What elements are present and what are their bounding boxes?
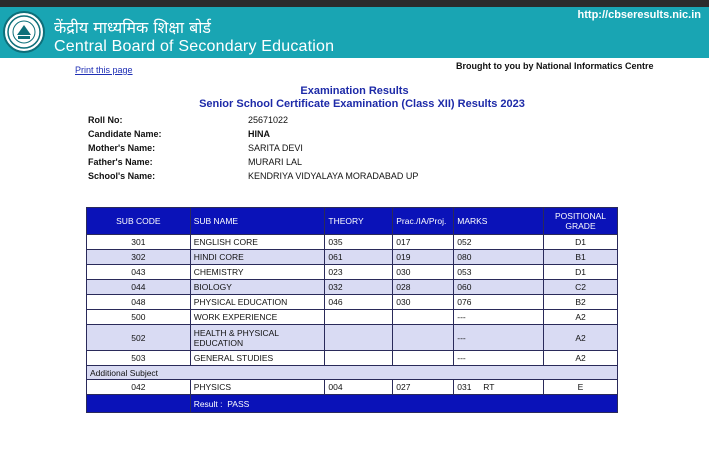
sub-code: 500 bbox=[87, 310, 191, 325]
subject-row bbox=[87, 250, 618, 265]
subject-row bbox=[87, 235, 618, 250]
sub-name: GENERAL STUDIES bbox=[190, 351, 325, 366]
positional-grade: D1 bbox=[544, 235, 618, 250]
header-marks: MARKS bbox=[454, 208, 544, 235]
additional-row bbox=[87, 380, 618, 395]
positional-grade: A2 bbox=[544, 325, 618, 351]
positional-grade: A2 bbox=[544, 351, 618, 366]
header-english-title: Central Board of Secondary Education bbox=[54, 38, 335, 55]
father-name-row bbox=[88, 155, 508, 169]
theory-marks: 061 bbox=[325, 250, 393, 265]
sub-name: BIOLOGY bbox=[190, 280, 325, 295]
total-marks: 031 bbox=[457, 382, 472, 392]
cbse-logo-icon bbox=[3, 11, 45, 53]
total-marks: 053 bbox=[454, 265, 544, 280]
total-marks: 080 bbox=[454, 250, 544, 265]
school-name-value: KENDRIYA VIDYALAYA MORADABAD UP bbox=[248, 171, 419, 181]
result-cell bbox=[190, 395, 617, 413]
site-header bbox=[0, 7, 709, 58]
candidate-name-value: HINA bbox=[248, 129, 270, 139]
result-value: PASS bbox=[227, 398, 250, 409]
total-marks: 076 bbox=[454, 295, 544, 310]
school-name-label: School's Name: bbox=[88, 171, 156, 181]
marks-remark: RT bbox=[483, 382, 495, 392]
positional-grade: B2 bbox=[544, 295, 618, 310]
subject-row bbox=[87, 351, 618, 366]
prac-marks bbox=[393, 351, 454, 366]
header-theory: THEORY bbox=[325, 208, 393, 235]
sub-code: 301 bbox=[87, 235, 191, 250]
prac-marks bbox=[393, 325, 454, 351]
prac-marks: 030 bbox=[393, 265, 454, 280]
theory-marks: 035 bbox=[325, 235, 393, 250]
header-sub-code: SUB CODE bbox=[87, 208, 191, 235]
exam-title: Senior School Certificate Examination (Class XII) Results 2023 bbox=[199, 98, 525, 110]
additional-subject-row bbox=[87, 366, 618, 380]
subject-row bbox=[87, 265, 618, 280]
subject-row bbox=[87, 280, 618, 295]
candidate-name-label: Candidate Name: bbox=[88, 129, 162, 139]
sub-name: ENGLISH CORE bbox=[190, 235, 325, 250]
theory-marks bbox=[325, 325, 393, 351]
roll-value: 25671022 bbox=[248, 115, 289, 125]
prac-marks: 027 bbox=[393, 380, 454, 395]
total-marks-cell bbox=[454, 380, 544, 395]
theory-marks: 046 bbox=[325, 295, 393, 310]
theory-marks bbox=[325, 310, 393, 325]
theory-marks: 004 bbox=[325, 380, 393, 395]
top-strip bbox=[0, 0, 709, 7]
prac-marks: 019 bbox=[393, 250, 454, 265]
mother-name-row bbox=[88, 141, 508, 155]
sub-code: 048 bbox=[87, 295, 191, 310]
header-url: http://cbseresults.nic.in bbox=[577, 9, 701, 21]
marks-table bbox=[86, 207, 618, 413]
positional-grade: D1 bbox=[544, 265, 618, 280]
sub-code: 503 bbox=[87, 351, 191, 366]
sub-name: WORK EXPERIENCE bbox=[190, 310, 325, 325]
subject-row bbox=[87, 325, 618, 351]
positional-grade: A2 bbox=[544, 310, 618, 325]
subject-row bbox=[87, 310, 618, 325]
sub-name: PHYSICAL EDUCATION bbox=[190, 295, 325, 310]
candidate-info bbox=[88, 113, 508, 183]
mother-name-label: Mother's Name: bbox=[88, 143, 156, 153]
prac-marks: 028 bbox=[393, 280, 454, 295]
subject-row bbox=[87, 295, 618, 310]
father-name-label: Father's Name: bbox=[88, 157, 153, 167]
results-title: Examination Results bbox=[300, 85, 409, 97]
header-grade-line2: GRADE bbox=[565, 221, 596, 231]
total-marks: --- bbox=[454, 310, 544, 325]
prac-marks: 017 bbox=[393, 235, 454, 250]
header-grade-line1: POSITIONAL bbox=[555, 211, 607, 221]
brought-by-text: Brought to you by National Informatics Centre bbox=[456, 61, 654, 71]
theory-marks bbox=[325, 351, 393, 366]
roll-label: Roll No: bbox=[88, 115, 123, 125]
positional-grade: C2 bbox=[544, 280, 618, 295]
total-marks: 052 bbox=[454, 235, 544, 250]
result-row bbox=[87, 395, 618, 413]
sub-code: 302 bbox=[87, 250, 191, 265]
theory-marks: 032 bbox=[325, 280, 393, 295]
header-hindi-title: केंद्रीय माध्यमिक शिक्षा बोर्ड bbox=[54, 18, 211, 37]
positional-grade: B1 bbox=[544, 250, 618, 265]
sub-name: HINDI CORE bbox=[190, 250, 325, 265]
sub-name: HEALTH & PHYSICAL EDUCATION bbox=[190, 325, 325, 351]
prac-marks: 030 bbox=[393, 295, 454, 310]
marks-header-row bbox=[87, 208, 618, 235]
sub-code: 043 bbox=[87, 265, 191, 280]
print-page-link[interactable]: Print this page bbox=[75, 65, 133, 75]
roll-row bbox=[88, 113, 508, 127]
theory-marks: 023 bbox=[325, 265, 393, 280]
sub-name: PHYSICS bbox=[190, 380, 325, 395]
school-name-row bbox=[88, 169, 508, 183]
additional-subject-label: Additional Subject bbox=[87, 366, 618, 380]
sub-name: CHEMISTRY bbox=[190, 265, 325, 280]
sub-code: 044 bbox=[87, 280, 191, 295]
result-empty-cell bbox=[87, 395, 191, 413]
father-name-value: MURARI LAL bbox=[248, 157, 303, 167]
header-positional-grade bbox=[544, 208, 618, 235]
total-marks: --- bbox=[454, 325, 544, 351]
sub-code: 042 bbox=[87, 380, 191, 395]
sub-code: 502 bbox=[87, 325, 191, 351]
total-marks: 060 bbox=[454, 280, 544, 295]
result-label: Result : bbox=[193, 398, 223, 409]
mother-name-value: SARITA DEVI bbox=[248, 143, 303, 153]
positional-grade: E bbox=[544, 380, 618, 395]
header-sub-name: SUB NAME bbox=[190, 208, 325, 235]
prac-marks bbox=[393, 310, 454, 325]
total-marks: --- bbox=[454, 351, 544, 366]
candidate-name-row bbox=[88, 127, 508, 141]
header-prac: Prac./IA/Proj. bbox=[393, 208, 454, 235]
